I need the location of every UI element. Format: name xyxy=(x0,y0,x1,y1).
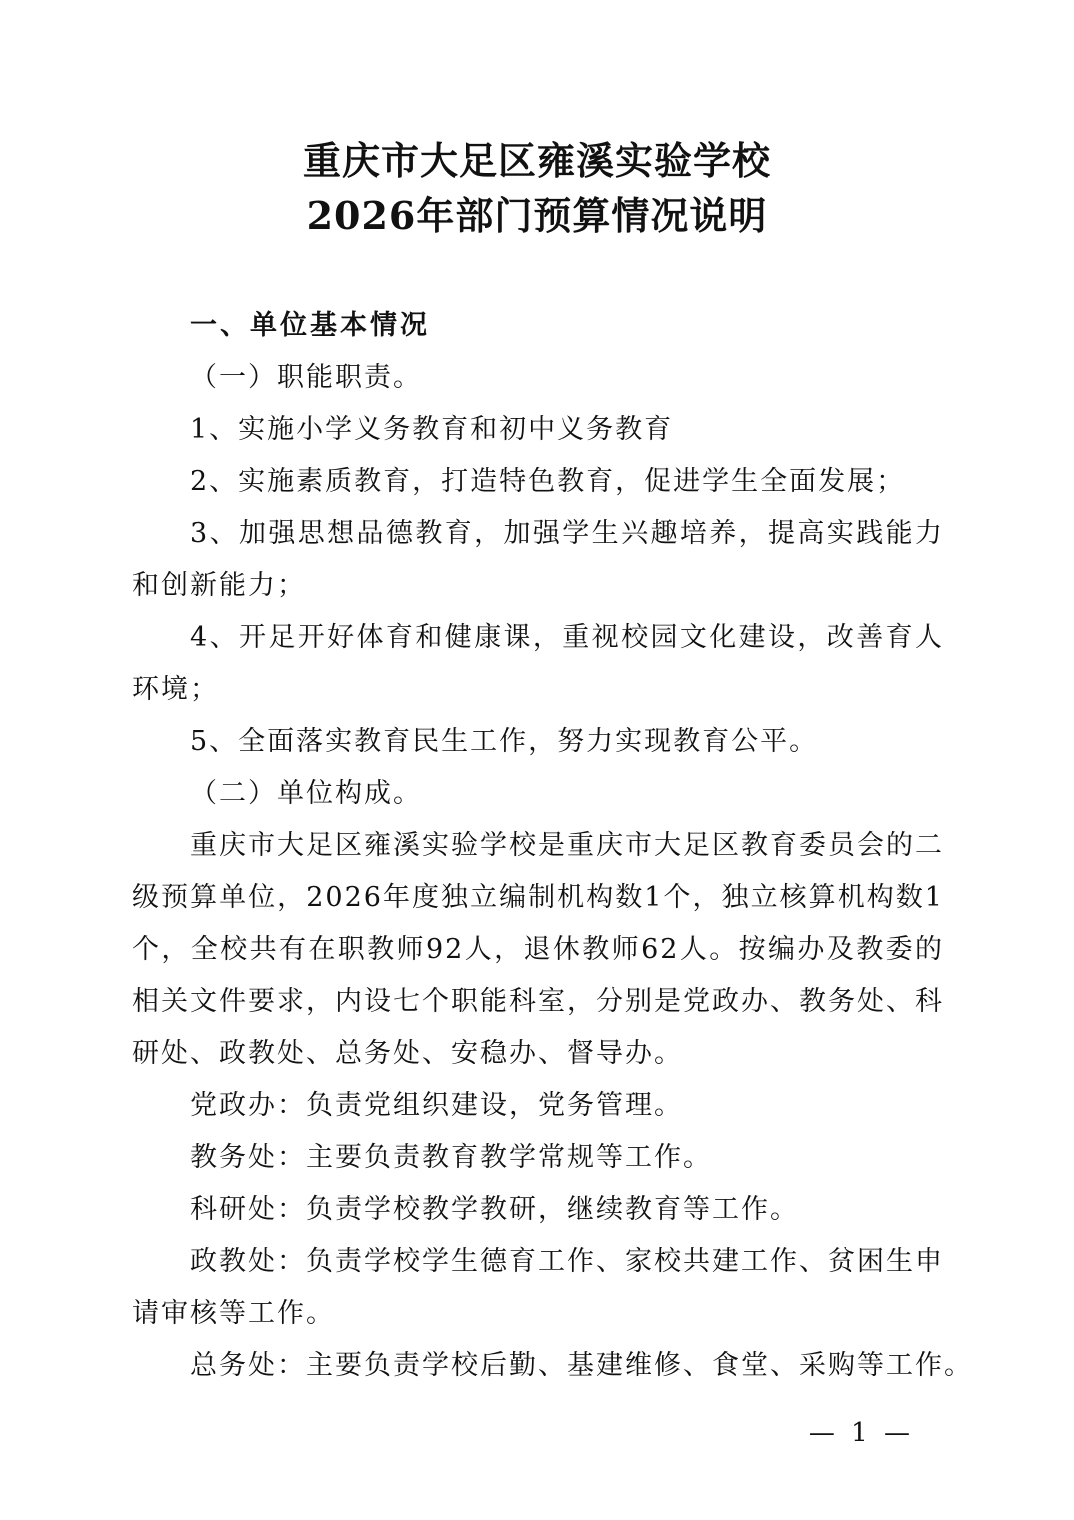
paragraph: 一、单位基本情况 xyxy=(190,310,430,341)
page-number: — 1 — xyxy=(808,1418,914,1448)
paragraph: 教务处：主要负责教育教学常规等工作。 xyxy=(190,1142,712,1173)
paragraph: 4、开足开好体育和健康课，重视校园文化建设，改善育人环境； xyxy=(132,622,944,705)
title-line-1: 重庆市大足区雍溪实验学校 xyxy=(302,138,771,183)
paragraph: （二）单位构成。 xyxy=(190,778,422,809)
document-body xyxy=(132,300,973,1392)
paragraph: （一）职能职责。 xyxy=(190,362,422,393)
paragraph: 总务处：主要负责学校后勤、基建维修、食堂、采购等工作。 xyxy=(190,1350,973,1381)
paragraph: 2、实施素质教育，打造特色教育，促进学生全面发展； xyxy=(190,466,906,497)
paragraph: 重庆市大足区雍溪实验学校是重庆市大足区教育委员会的二级预算单位，2026年度独立编制机构数1个，独立核算机构数1个，全校共有在职教师92人，退休教师62人。按编办及教委的相关文件要求，内设七个职能科室，分别是党政办、教务处、科研处、政教处、总务处、安稳办、督导办。 xyxy=(132,830,944,1069)
paragraph: 1、实施小学义务教育和初中义务教育 xyxy=(190,414,674,445)
paragraph: 党政办：负责党组织建设，党务管理。 xyxy=(190,1090,683,1121)
paragraph: 5、全面落实教育民生工作，努力实现教育公平。 xyxy=(190,726,819,757)
paragraph: 政教处：负责学校学生德育工作、家校共建工作、贫困生申请审核等工作。 xyxy=(132,1246,944,1329)
paragraph: 3、加强思想品德教育，加强学生兴趣培养，提高实践能力和创新能力； xyxy=(132,518,944,601)
title-line-2: 2026年部门预算情况说明 xyxy=(306,193,768,238)
paragraph: 科研处：负责学校教学教研，继续教育等工作。 xyxy=(190,1194,799,1225)
